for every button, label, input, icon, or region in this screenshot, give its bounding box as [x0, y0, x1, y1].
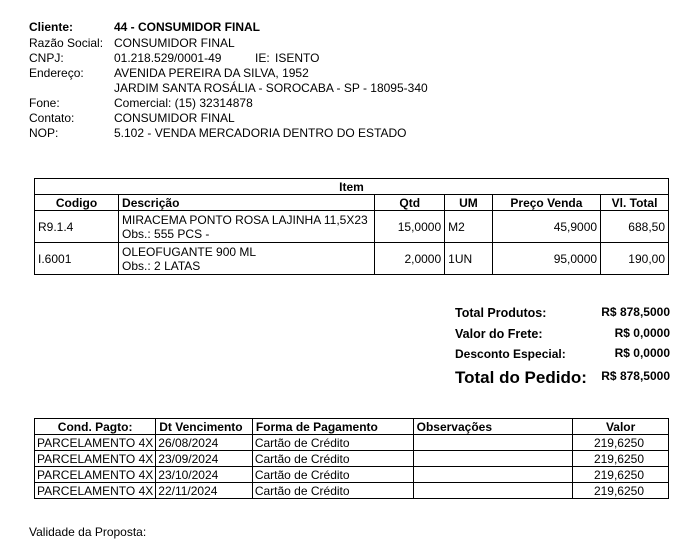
- pay-obs: [413, 467, 573, 483]
- item-obs: Obs.: 2 LATAS: [122, 258, 201, 273]
- pay-valor: 219,6250: [573, 435, 669, 451]
- item-descricao-text: MIRACEMA PONTO ROSA LAJINHA 11,5X23: [122, 212, 368, 227]
- item-codigo: R9.1.4: [35, 211, 119, 243]
- pay-venc: 23/10/2024: [156, 467, 253, 483]
- cliente-label: Cliente:: [29, 20, 74, 34]
- col-qtd: Qtd: [375, 195, 445, 211]
- item-preco: 45,9000: [492, 211, 600, 243]
- endereco-label: Endereço:: [29, 66, 84, 80]
- pay-cond: PARCELAMENTO 4X: [35, 467, 156, 483]
- cnpj-label: CNPJ:: [29, 51, 64, 65]
- ie-label: IE:: [255, 51, 270, 65]
- item-um: 1UN: [445, 243, 493, 275]
- pay-obs: [413, 435, 573, 451]
- fone-label: Fone:: [29, 96, 60, 110]
- item-descricao-text: OLEOFUGANTE 900 ML: [122, 244, 257, 259]
- item-total: 688,50: [601, 211, 669, 243]
- razao-value: CONSUMIDOR FINAL: [114, 36, 235, 50]
- item-qtd: 15,0000: [375, 211, 445, 243]
- item-qtd: 2,0000: [375, 243, 445, 275]
- payments-table: [34, 418, 669, 499]
- pay-cond: PARCELAMENTO 4X: [35, 451, 156, 467]
- col-um: UM: [445, 195, 493, 211]
- endereco-line2: JARDIM SANTA ROSÁLIA - SOROCABA - SP - 18095-340: [114, 81, 428, 95]
- item-total: 190,00: [601, 243, 669, 275]
- razao-label: Razão Social:: [29, 36, 104, 50]
- pay-obs: [413, 451, 573, 467]
- pay-forma: Cartão de Crédito: [252, 467, 413, 483]
- pay-cond: PARCELAMENTO 4X: [35, 435, 156, 451]
- col-vencimento: Dt Vencimento: [156, 419, 253, 435]
- col-codigo: Codigo: [35, 195, 119, 211]
- pay-forma: Cartão de Crédito: [252, 483, 413, 499]
- item-descricao: [119, 243, 375, 275]
- col-descricao: Descrição: [119, 195, 375, 211]
- total-produtos-label: Total Produtos:: [455, 306, 547, 320]
- col-cond-pagto: Cond. Pagto:: [35, 419, 156, 435]
- pay-valor: 219,6250: [573, 467, 669, 483]
- table-row: [35, 211, 669, 243]
- frete-label: Valor do Frete:: [455, 327, 543, 341]
- items-table: [34, 178, 669, 275]
- table-row: [35, 435, 669, 451]
- pay-venc: 23/09/2024: [156, 451, 253, 467]
- contato-label: Contato:: [29, 111, 75, 125]
- item-obs: Obs.: 555 PCS -: [122, 226, 210, 241]
- item-preco: 95,0000: [492, 243, 600, 275]
- col-valor: Valor: [573, 419, 669, 435]
- pay-valor: 219,6250: [573, 451, 669, 467]
- items-title: Item: [35, 179, 669, 195]
- frete-value: R$ 0,0000: [614, 326, 670, 340]
- fone-value: Comercial: (15) 32314878: [114, 96, 253, 110]
- cnpj-value: 01.218.529/0001-49: [114, 51, 222, 65]
- item-um: M2: [445, 211, 493, 243]
- desconto-label: Desconto Especial:: [455, 347, 566, 361]
- item-descricao: [119, 211, 375, 243]
- table-row: [35, 451, 669, 467]
- contato-value: CONSUMIDOR FINAL: [114, 111, 235, 125]
- table-row: [35, 483, 669, 499]
- nop-label: NOP:: [29, 126, 59, 140]
- col-observacoes: Observações: [413, 419, 573, 435]
- col-preco: Preço Venda: [492, 195, 600, 211]
- pay-obs: [413, 483, 573, 499]
- ie-value: ISENTO: [275, 51, 320, 65]
- col-total: Vl. Total: [601, 195, 669, 211]
- pay-forma: Cartão de Crédito: [252, 435, 413, 451]
- nop-value: 5.102 - VENDA MERCADORIA DENTRO DO ESTADO: [114, 126, 407, 140]
- table-row: [35, 467, 669, 483]
- total-pedido-label: Total do Pedido:: [455, 368, 587, 387]
- pay-venc: 22/11/2024: [156, 483, 253, 499]
- desconto-value: R$ 0,0000: [614, 346, 670, 360]
- pay-cond: PARCELAMENTO 4X: [35, 483, 156, 499]
- item-codigo: I.6001: [35, 243, 119, 275]
- pay-forma: Cartão de Crédito: [252, 451, 413, 467]
- total-produtos-value: R$ 878,5000: [601, 305, 670, 319]
- total-pedido-value: R$ 878,5000: [601, 369, 670, 383]
- cliente-value: 44 - CONSUMIDOR FINAL: [114, 20, 261, 34]
- col-forma: Forma de Pagamento: [252, 419, 413, 435]
- table-row: [35, 243, 669, 275]
- validade-label: Validade da Proposta:: [29, 525, 147, 539]
- endereco-line1: AVENIDA PEREIRA DA SILVA, 1952: [114, 66, 309, 80]
- pay-valor: 219,6250: [573, 483, 669, 499]
- pay-venc: 26/08/2024: [156, 435, 253, 451]
